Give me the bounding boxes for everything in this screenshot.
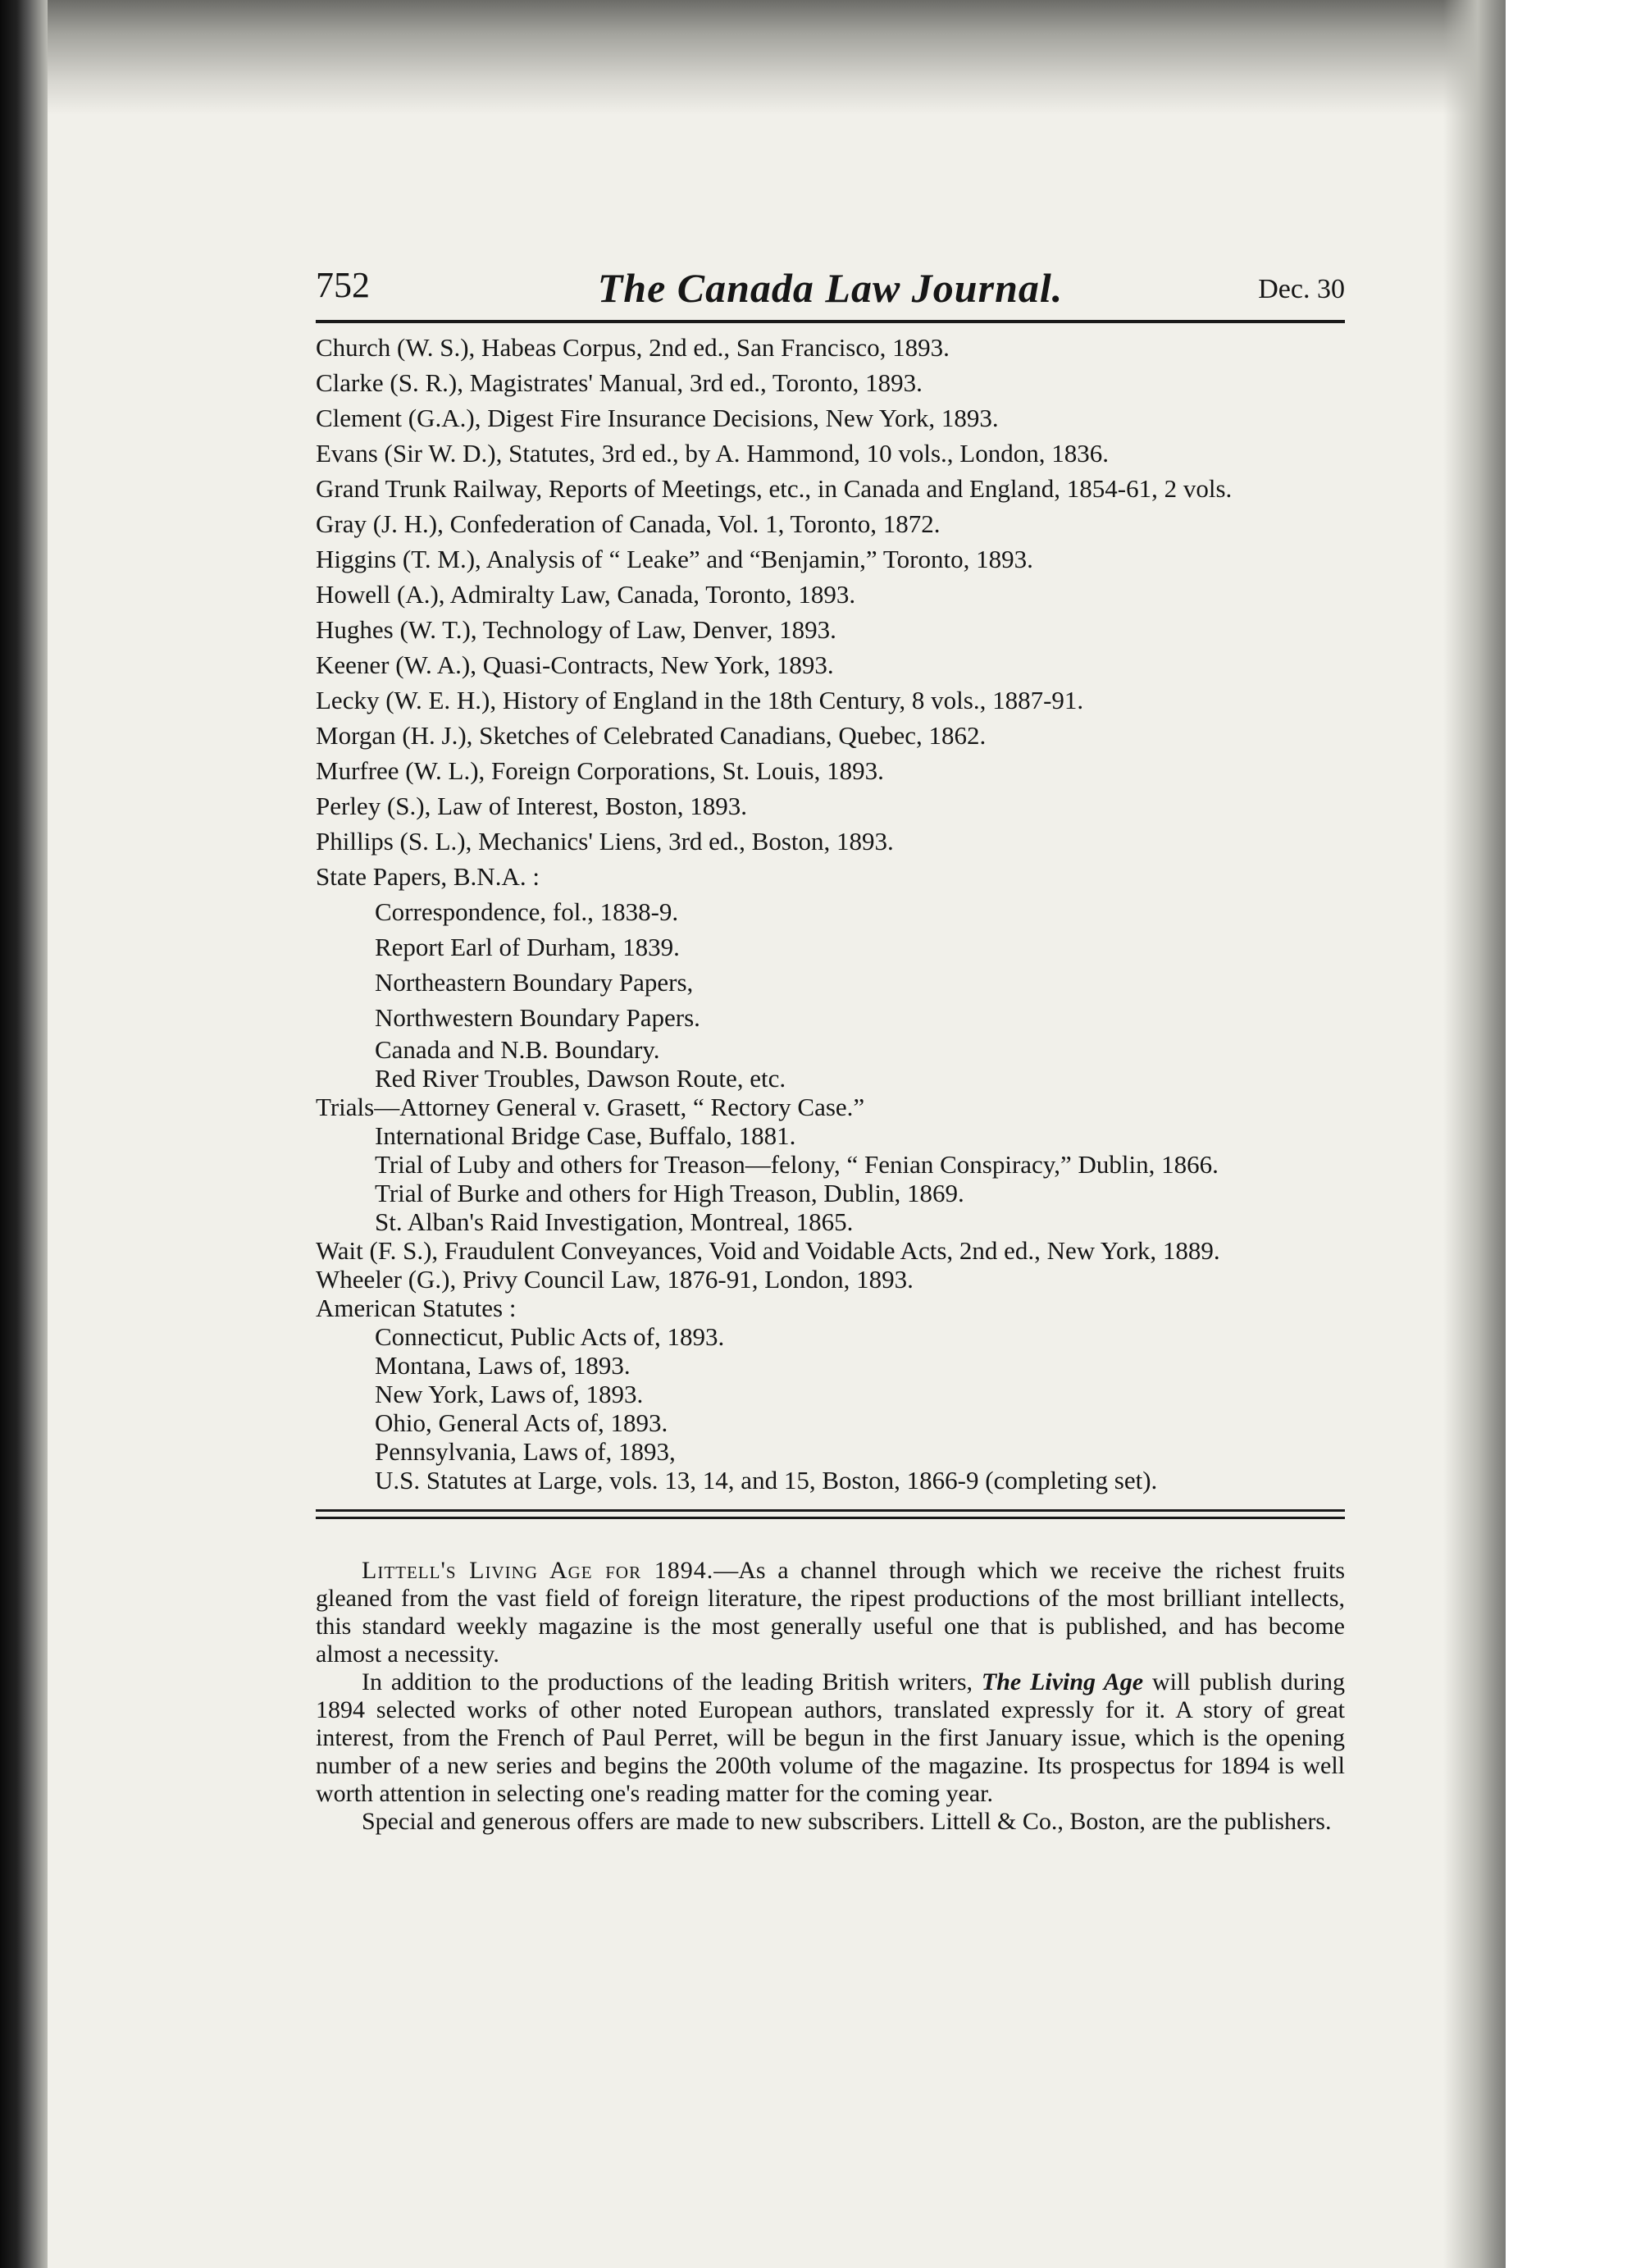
- notice-text: In addition to the productions of the leading British writers,: [362, 1668, 982, 1695]
- american-statutes-heading: American Statutes :: [316, 1294, 517, 1322]
- notice-paragraph: [316, 1668, 1345, 1808]
- list-item: Keener (W. A.), Quasi-Contracts, New York, 1893.: [316, 650, 834, 679]
- trials-item: Trial of Burke and others for High Treason, Dublin, 1869.: [375, 1179, 964, 1207]
- running-header: [316, 264, 1345, 317]
- list-item: Wait (F. S.), Fraudulent Conveyances, Void and Voidable Acts, 2nd ed., New York, 1889.: [316, 1236, 1220, 1265]
- list-item: Lecky (W. E. H.), History of England in the 18th Century, 8 vols., 1887-91.: [316, 686, 1084, 714]
- journal-title: The Canada Law Journal.: [597, 265, 1064, 311]
- list-item: Wheeler (G.), Privy Council Law, 1876-91, London, 1893.: [316, 1265, 914, 1294]
- list-item: Morgan (H. J.), Sketches of Celebrated Canadians, Quebec, 1862.: [316, 721, 987, 750]
- list-item: Clement (G.A.), Digest Fire Insurance Decisions, New York, 1893.: [316, 404, 999, 432]
- state-papers-item: Correspondence, fol., 1838-9.: [375, 897, 679, 926]
- american-statutes-item: Montana, Laws of, 1893.: [375, 1351, 631, 1380]
- american-statutes-item: Pennsylvania, Laws of, 1893,: [375, 1437, 676, 1466]
- book-list: [316, 330, 1345, 1495]
- notice-text: will publish during 1894 selected works of other noted European authors, translated expressly for it. A story of great interest, from the French of Paul Perret, will be begun in the first January issue, which is the opening number of a new series and begins the 200th volume of the magazine. Its prospectus for 1894 is well worth attention in selecting one's reading matter for the coming year.: [316, 1668, 1345, 1807]
- section-rule: [316, 1509, 1345, 1512]
- list-item: Phillips (S. L.), Mechanics' Liens, 3rd ed., Boston, 1893.: [316, 827, 894, 856]
- state-papers-item: Northeastern Boundary Papers,: [375, 968, 694, 997]
- list-item: Evans (Sir W. D.), Statutes, 3rd ed., by A. Hammond, 10 vols., London, 1836.: [316, 439, 1109, 468]
- trials-item: International Bridge Case, Buffalo, 1881.: [375, 1121, 796, 1150]
- state-papers-heading: State Papers, B.N.A. :: [316, 862, 540, 891]
- page-number: 752: [316, 265, 370, 305]
- scan-shadow-right: [1443, 0, 1506, 2268]
- issue-date: Dec. 30: [1258, 274, 1345, 304]
- scan-shadow-left: [0, 0, 48, 2268]
- american-statutes-item: Ohio, General Acts of, 1893.: [375, 1408, 668, 1437]
- list-item: Perley (S.), Law of Interest, Boston, 1893.: [316, 792, 748, 820]
- american-statutes-item: New York, Laws of, 1893.: [375, 1380, 644, 1408]
- list-item: Clarke (S. R.), Magistrates' Manual, 3rd ed., Toronto, 1893.: [316, 368, 923, 397]
- magazine-title: The Living Age: [981, 1668, 1144, 1695]
- list-item: Hughes (W. T.), Technology of Law, Denver, 1893.: [316, 615, 836, 644]
- trials-heading: Trials—Attorney General v. Grasett, “ Rectory Case.”: [316, 1093, 865, 1121]
- trials-item: Trial of Luby and others for Treason—felony, “ Fenian Conspiracy,” Dublin, 1866.: [375, 1150, 1219, 1179]
- header-rule: [316, 320, 1345, 323]
- notice-body: —As a channel through which we receive the richest fruits gleaned from the vast field of foreign literature, the ripest productions of the most brilliant intellects, this standard weekly magazine is the most generally useful one that is published, and has become almost a necessity.: [316, 1557, 1345, 1668]
- state-papers-item: Report Earl of Durham, 1839.: [375, 933, 680, 961]
- list-item: Howell (A.), Admiralty Law, Canada, Toronto, 1893.: [316, 580, 856, 609]
- list-item: Murfree (W. L.), Foreign Corporations, St. Louis, 1893.: [316, 756, 884, 785]
- section-rule: [316, 1517, 1345, 1519]
- page-content: [316, 264, 1345, 1836]
- american-statutes-item: U.S. Statutes at Large, vols. 13, 14, and 15, Boston, 1866-9 (completing set).: [375, 1466, 1158, 1495]
- list-item: Church (W. S.), Habeas Corpus, 2nd ed., San Francisco, 1893.: [316, 333, 950, 362]
- trials-item: St. Alban's Raid Investigation, Montreal, 1865.: [375, 1207, 854, 1236]
- american-statutes-item: Connecticut, Public Acts of, 1893.: [375, 1322, 725, 1351]
- notice-paragraph: [316, 1557, 1345, 1668]
- notice-lead: Littell's Living Age for 1894.: [362, 1557, 714, 1584]
- list-item: Higgins (T. M.), Analysis of “ Leake” and “Benjamin,” Toronto, 1893.: [316, 545, 1033, 573]
- list-item: Gray (J. H.), Confederation of Canada, Vol. 1, Toronto, 1872.: [316, 509, 941, 538]
- living-age-notice: [316, 1557, 1345, 1836]
- state-papers-item: Northwestern Boundary Papers.: [375, 1003, 700, 1032]
- scan-shadow-top: [0, 0, 1506, 115]
- list-item: Grand Trunk Railway, Reports of Meetings, etc., in Canada and England, 1854-61, 2 vols.: [316, 474, 1233, 503]
- state-papers-item: Red River Troubles, Dawson Route, etc.: [375, 1064, 786, 1093]
- state-papers-item: Canada and N.B. Boundary.: [375, 1035, 660, 1064]
- notice-paragraph: Special and generous offers are made to new subscribers. Littell & Co., Boston, are the publishers.: [362, 1808, 1332, 1835]
